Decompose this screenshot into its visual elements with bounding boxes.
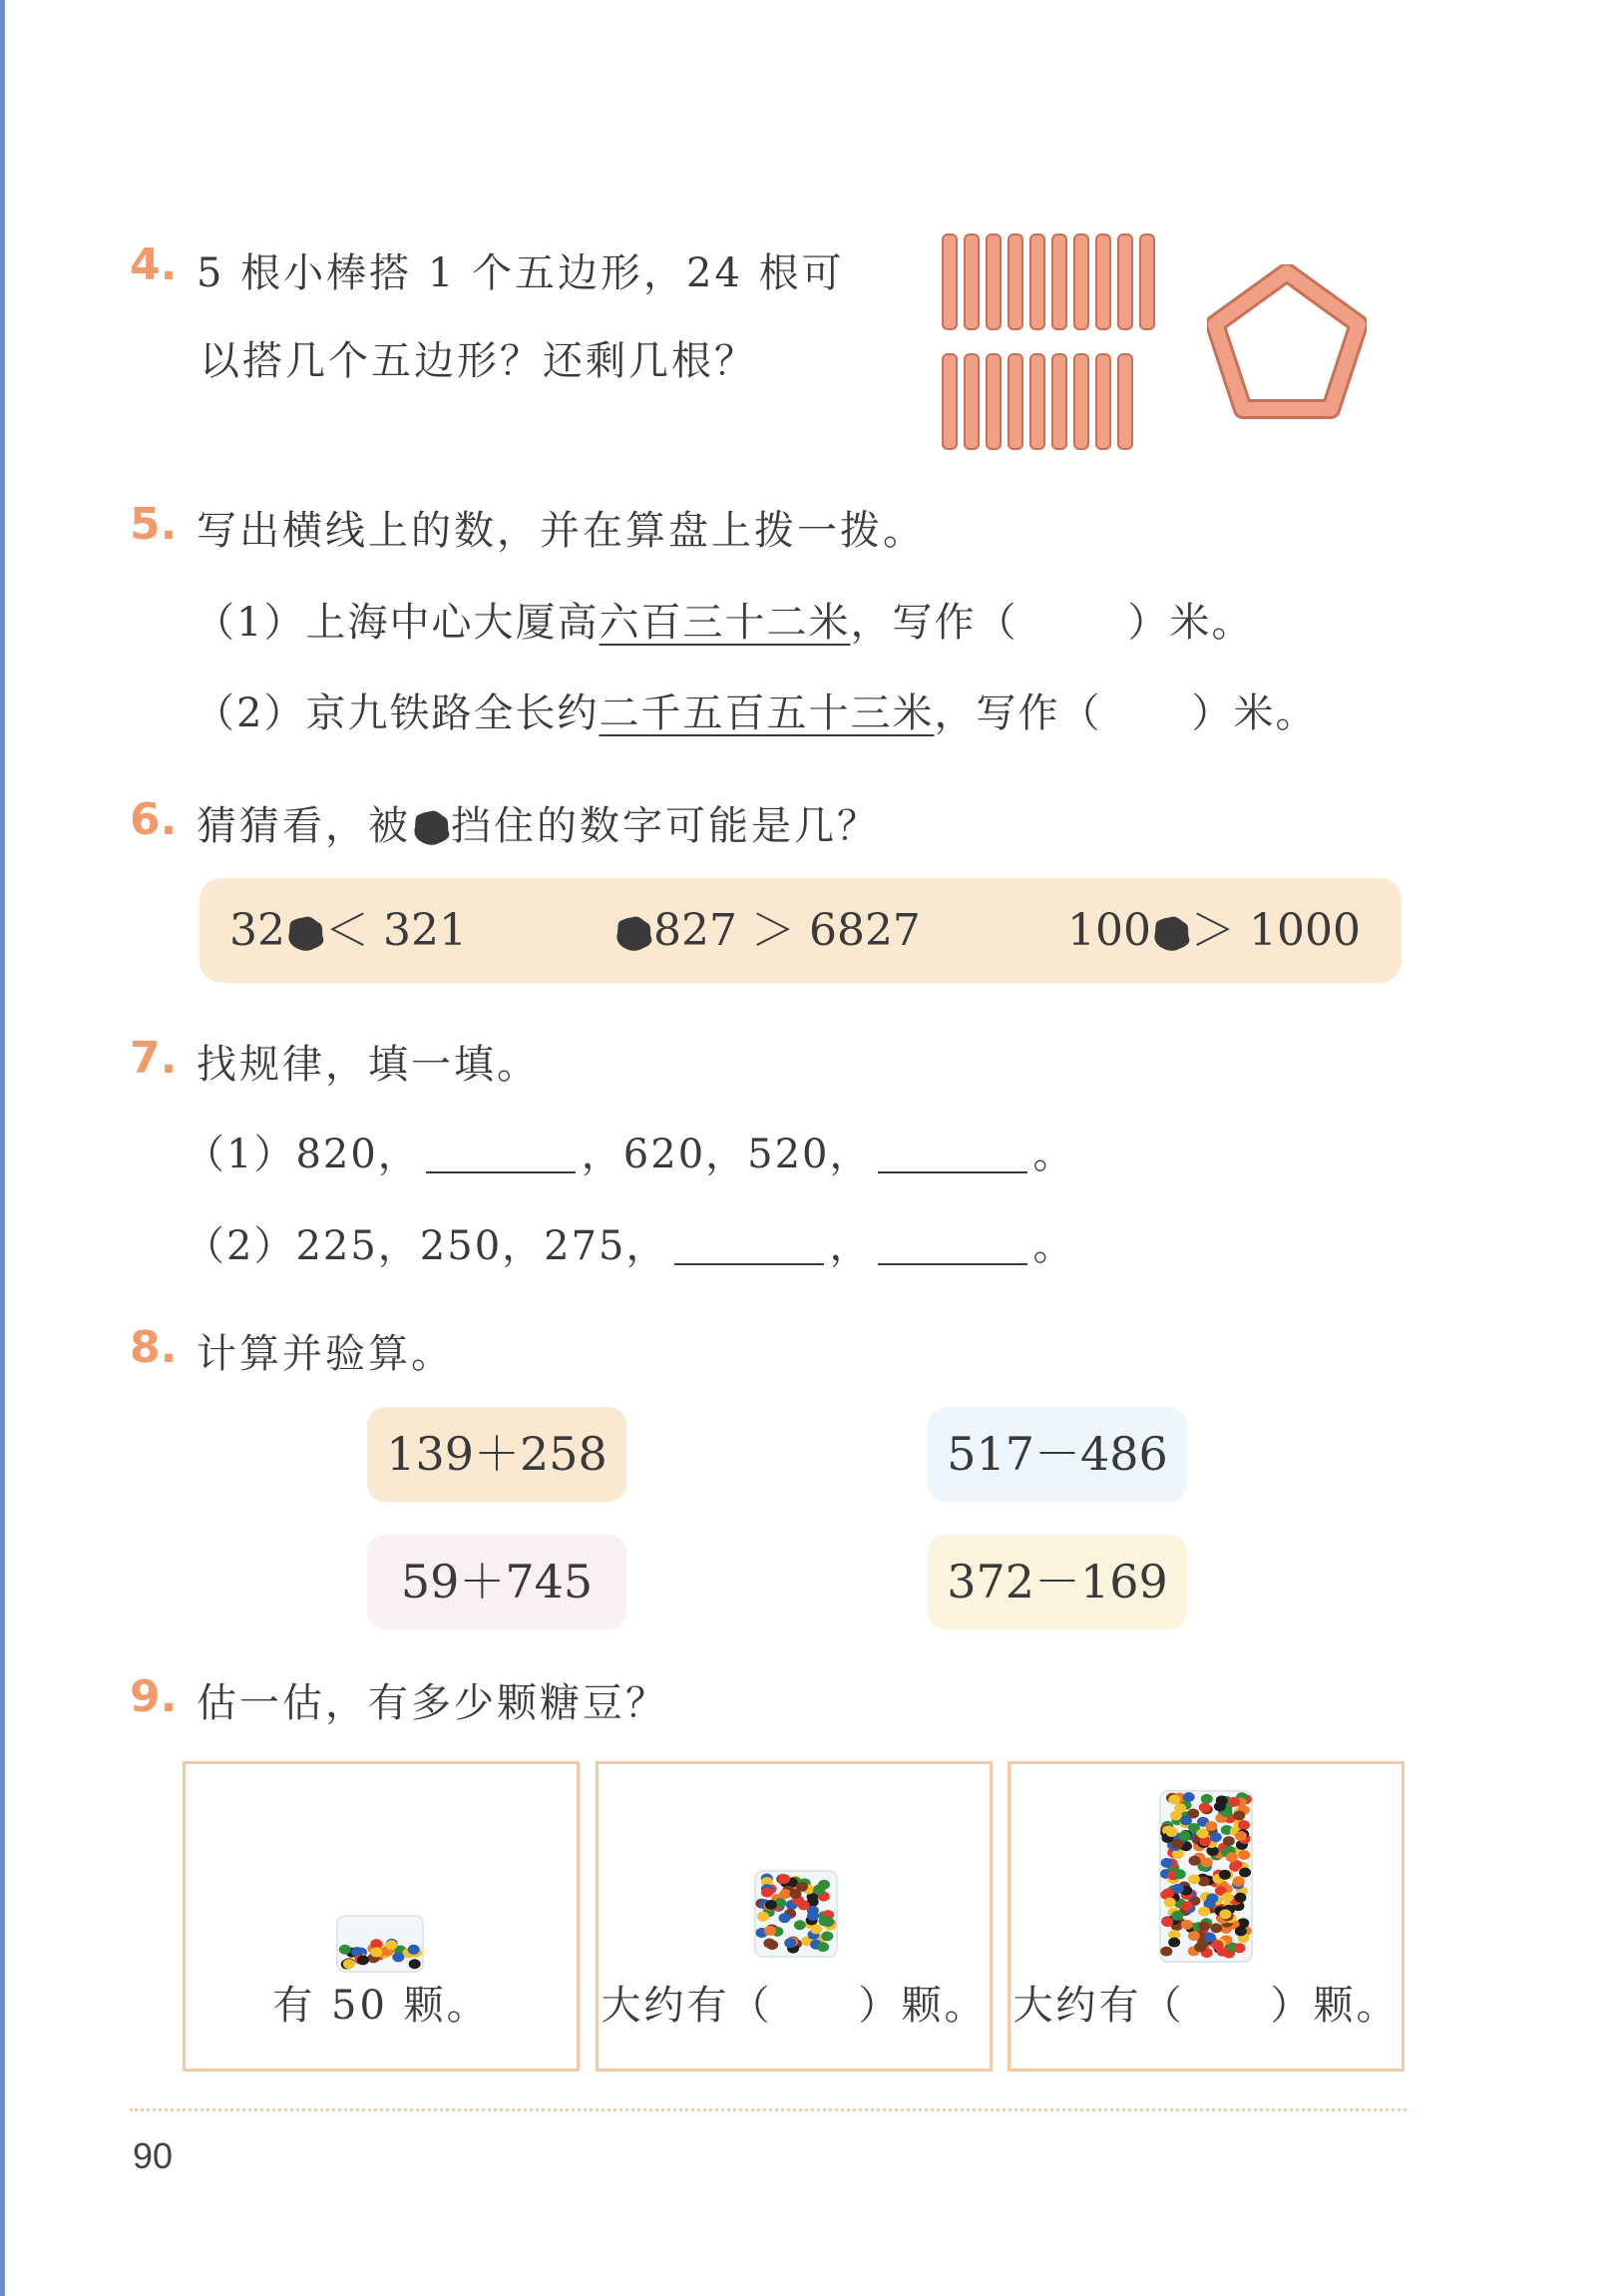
stick	[943, 354, 957, 449]
candy	[1234, 1943, 1246, 1953]
stick	[1009, 234, 1022, 329]
calc-expression-2: 517－486	[928, 1407, 1187, 1502]
q5-item1-prefix: （1）上海中心大厦高	[195, 600, 600, 646]
candy	[779, 1889, 791, 1899]
candy	[343, 1959, 355, 1969]
candy	[766, 1940, 778, 1950]
candy	[1197, 1828, 1209, 1838]
candy	[1188, 1874, 1200, 1884]
q5-item2-prefix: （2）京九铁路全长约	[195, 690, 600, 736]
candy	[764, 1926, 776, 1936]
candy	[1211, 1940, 1223, 1950]
page-number: 90	[133, 2135, 174, 2176]
stick	[1096, 234, 1110, 329]
candy	[1199, 1802, 1211, 1812]
candy	[1181, 1901, 1193, 1911]
candy	[761, 1888, 773, 1898]
q5-item1-write: ，写作（	[850, 600, 1018, 646]
ink-blot-icon	[613, 913, 653, 953]
page-edge	[0, 0, 5, 2296]
q5-item1-underlined: 六百三十二米	[599, 600, 851, 646]
candy	[1181, 1920, 1193, 1930]
candy	[1239, 1868, 1251, 1878]
candy	[339, 1945, 351, 1955]
candy	[1205, 1821, 1217, 1831]
answer-blank-7-1b[interactable]	[878, 1132, 1027, 1173]
candy	[807, 1911, 819, 1921]
answer-blank-7-2a[interactable]	[674, 1223, 824, 1265]
candy	[357, 1955, 369, 1965]
answer-blank-7-2b[interactable]	[878, 1223, 1027, 1265]
stick	[1140, 234, 1154, 329]
question-5-title: 写出横线上的数，并在算盘上拨一拨。	[197, 508, 926, 554]
candy	[821, 1931, 833, 1941]
guess-item-1-left: 32	[229, 905, 285, 956]
guess-item-3-right: ＞ 1000	[1190, 905, 1361, 956]
candies-medium	[755, 1874, 836, 1954]
candy	[822, 1917, 834, 1927]
candy	[1171, 1911, 1183, 1921]
sticks-illustration	[938, 230, 1177, 459]
candy	[1233, 1811, 1245, 1821]
candy-panel-2	[596, 1761, 993, 2071]
candy	[1210, 1832, 1222, 1842]
candy	[796, 1882, 808, 1892]
q5-item2-write: ，写作（	[934, 690, 1102, 736]
answer-blank-7-1a[interactable]	[426, 1132, 576, 1173]
candy	[1198, 1907, 1210, 1917]
ink-blot-icon	[1151, 913, 1191, 953]
candy	[1201, 1857, 1213, 1867]
question-8-title: 计算并验算。	[197, 1331, 454, 1377]
candy	[1161, 1858, 1173, 1868]
question-6-title	[197, 794, 880, 851]
stick	[965, 234, 979, 329]
stick-row-bottom	[943, 354, 1132, 449]
calc-expression-3: 59＋745	[367, 1535, 626, 1629]
question-4-number: 4.	[130, 239, 178, 290]
candy	[1180, 1816, 1192, 1826]
candy	[1216, 1795, 1228, 1805]
stick	[1030, 234, 1044, 329]
question-6-number: 6.	[130, 794, 178, 845]
candy	[1172, 1884, 1184, 1894]
stick	[1030, 354, 1044, 449]
ink-blot-icon	[285, 913, 325, 953]
q6-title-prefix: 猜猜看，被	[197, 803, 411, 849]
stick	[1118, 354, 1132, 449]
candy	[1198, 1922, 1210, 1932]
question-5-item-1	[195, 591, 1253, 648]
footer-dotted-divider	[130, 2108, 1407, 2111]
guess-item-3	[1067, 878, 1361, 983]
candy-jar-large	[1158, 1789, 1254, 1964]
candy	[1171, 1839, 1183, 1849]
calc-expression-4: 372－169	[928, 1535, 1187, 1629]
guess-item-1-right: ＜ 321	[325, 905, 467, 956]
stick	[1052, 354, 1066, 449]
candy	[810, 1924, 822, 1934]
guess-numbers-box	[200, 878, 1402, 983]
question-4-text-line2: 以搭几个五边形？还剩几根？	[200, 338, 757, 384]
stick	[1096, 354, 1110, 449]
candy	[370, 1948, 382, 1958]
candy	[409, 1959, 421, 1969]
candy	[1234, 1893, 1246, 1903]
question-9-title: 估一估，有多少颗糖豆？	[197, 1680, 668, 1726]
candy	[1188, 1931, 1200, 1941]
q7-item2-end: 。	[1032, 1223, 1075, 1269]
candy	[1235, 1926, 1247, 1936]
stick-row-top	[943, 234, 1154, 329]
q7-item1-middle: ，620，520，	[581, 1132, 872, 1177]
candy	[1174, 1869, 1186, 1879]
question-7-number: 7.	[130, 1033, 178, 1084]
candy-panel-3	[1008, 1761, 1405, 2071]
candy	[1201, 1794, 1213, 1804]
q7-item1-prefix: （1）820，	[185, 1132, 420, 1177]
candy	[1238, 1820, 1250, 1830]
candy-panel-2-label: 大约有（ ）颗。	[601, 1983, 988, 2029]
question-7-item-2	[185, 1214, 1075, 1271]
stick	[1009, 354, 1022, 449]
guess-item-2	[613, 878, 921, 983]
q5-item1-unit: ）米。	[1127, 600, 1254, 646]
candy	[1194, 1942, 1206, 1952]
stick	[987, 234, 1001, 329]
candy	[1235, 1831, 1247, 1841]
candy-panel-1-label: 有 50 颗。	[272, 1983, 490, 2029]
candy	[1223, 1836, 1235, 1846]
stick	[1052, 234, 1066, 329]
candy	[1168, 1938, 1180, 1948]
question-5-item-2	[195, 682, 1317, 738]
candy	[1161, 1917, 1173, 1927]
candy	[408, 1945, 420, 1955]
stick	[1074, 234, 1088, 329]
candy	[798, 1900, 810, 1910]
candy	[392, 1952, 404, 1962]
guess-item-1	[229, 878, 467, 983]
candy	[1228, 1797, 1240, 1807]
candy	[1219, 1870, 1231, 1880]
candy	[818, 1880, 830, 1890]
candy	[778, 1913, 790, 1923]
calc-expression-1: 139＋258	[367, 1407, 626, 1502]
stick	[1118, 234, 1132, 329]
question-5-number: 5.	[130, 499, 178, 550]
question-8-number: 8.	[130, 1322, 178, 1373]
candy	[385, 1940, 397, 1950]
q5-item2-unit: ）米。	[1191, 690, 1318, 736]
candy-jar-small	[335, 1914, 425, 1974]
candy-panel-3-label: 大约有（ ）颗。	[1012, 1983, 1400, 2029]
stick	[943, 234, 957, 329]
guess-item-3-left: 100	[1067, 905, 1151, 956]
q7-item1-end: 。	[1032, 1132, 1075, 1177]
question-7-title: 找规律，填一填。	[197, 1042, 540, 1088]
stick	[965, 354, 979, 449]
candy	[1160, 1947, 1172, 1957]
candy-jar-medium	[753, 1869, 839, 1959]
candy	[1222, 1892, 1234, 1902]
candy	[1238, 1850, 1250, 1860]
question-9-number: 9.	[130, 1671, 178, 1722]
candy	[1164, 1897, 1176, 1907]
candy	[1226, 1852, 1238, 1862]
stick	[987, 354, 1001, 449]
candy	[757, 1912, 769, 1922]
candy	[784, 1938, 796, 1948]
candy	[1183, 1792, 1195, 1802]
question-7-item-1	[185, 1123, 1075, 1179]
candy	[1166, 1827, 1178, 1837]
candy	[817, 1942, 829, 1952]
ink-blot-icon	[411, 807, 451, 847]
pentagon-illustration	[1207, 264, 1367, 424]
q6-title-suffix: 挡住的数字可能是几？	[451, 803, 880, 849]
question-4-text-line1: 5 根小棒搭 1 个五边形，24 根可	[197, 250, 845, 296]
guess-item-2-right: 827 ＞ 6827	[653, 905, 921, 956]
candy	[1233, 1877, 1245, 1887]
candy	[794, 1920, 806, 1930]
candy	[1204, 1933, 1216, 1943]
q7-item2-prefix: （2）225，250，275，	[185, 1223, 668, 1269]
candy	[1219, 1909, 1231, 1919]
candy	[1179, 1831, 1191, 1841]
stick	[1074, 354, 1088, 449]
candy	[778, 1874, 790, 1884]
candy	[765, 1900, 777, 1910]
candy-panel-1	[183, 1761, 580, 2071]
candy	[1170, 1811, 1182, 1821]
q5-item2-underlined: 二千五百五十三米	[599, 690, 935, 736]
candy	[1168, 1795, 1180, 1805]
q7-item2-middle: ，	[829, 1223, 872, 1269]
candy	[1189, 1856, 1201, 1866]
candy	[1210, 1923, 1222, 1933]
